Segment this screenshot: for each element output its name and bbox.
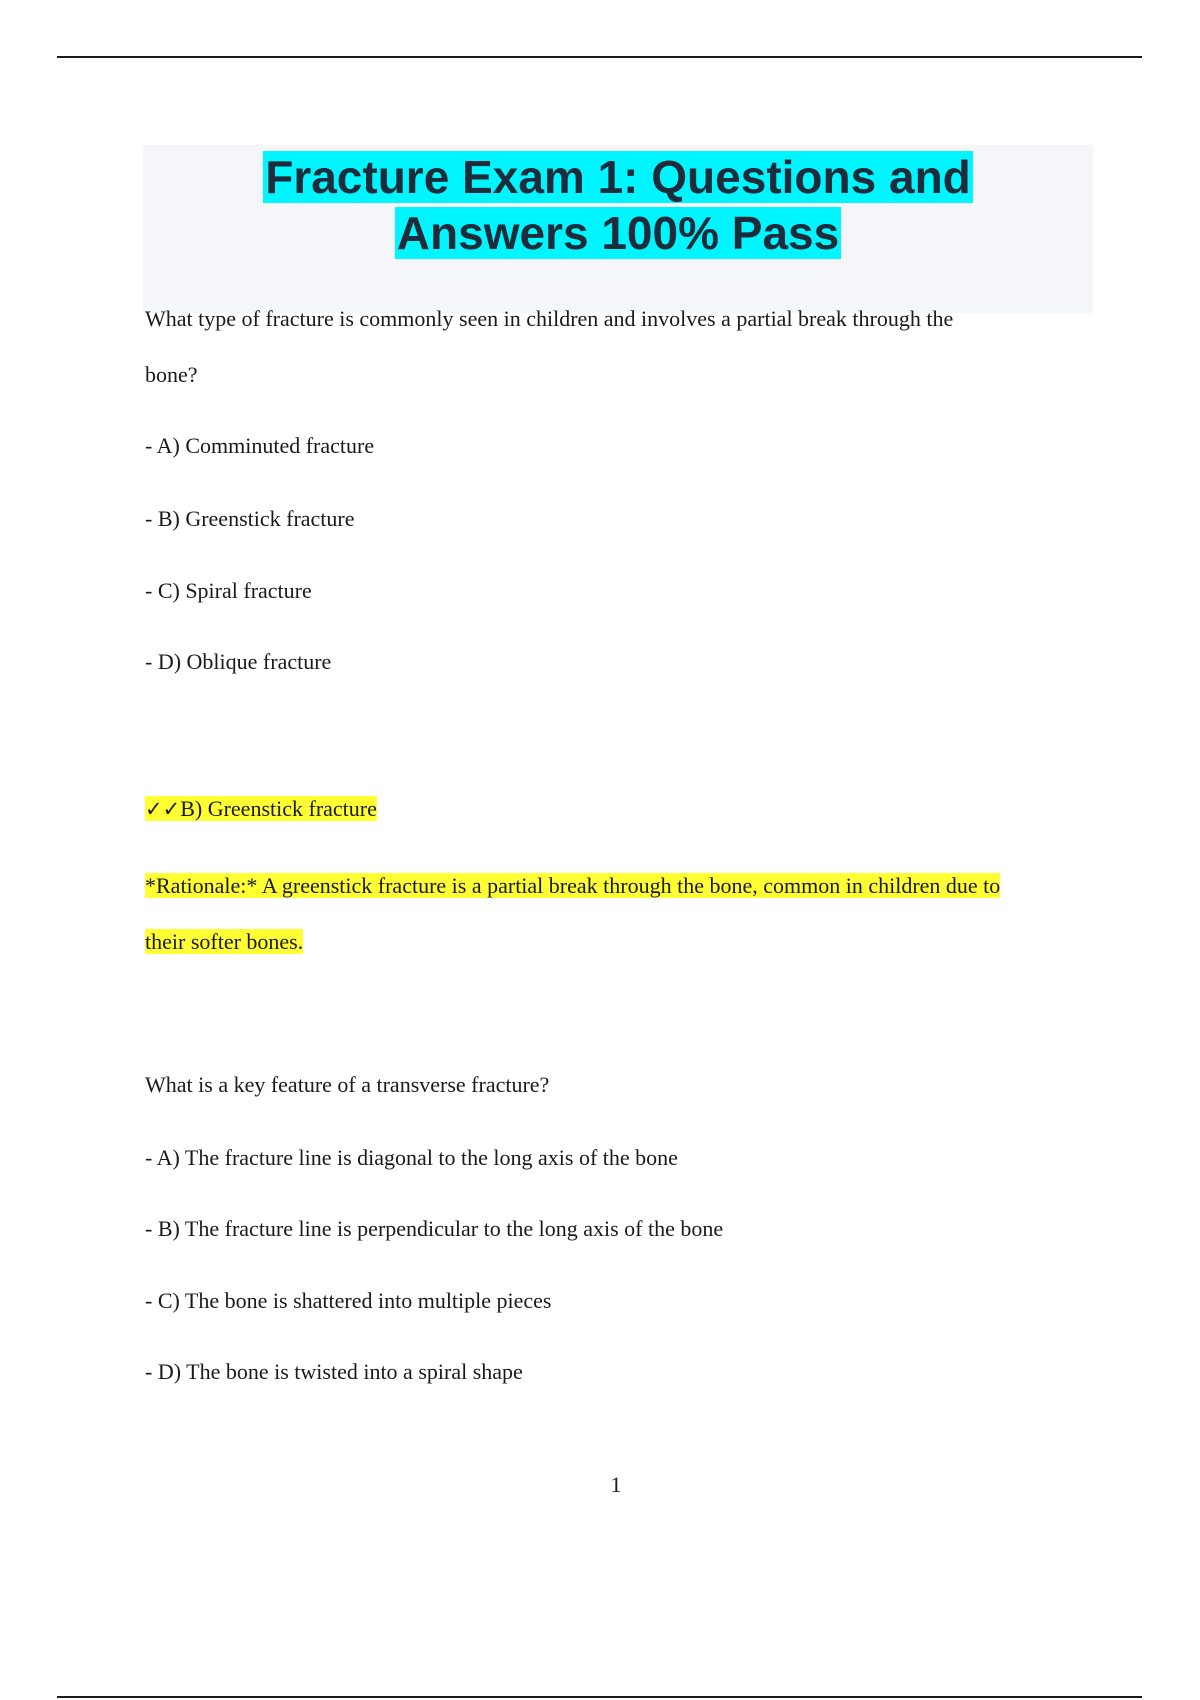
question-1-text-line-1: What type of fracture is commonly seen in children and involves a partial break through the xyxy=(145,306,954,331)
question-1-option-a: - A) Comminuted fracture xyxy=(145,433,375,458)
question-2-option-d: - D) The bone is twisted into a spiral shape xyxy=(145,1359,523,1384)
bottom-rule xyxy=(57,1696,1142,1698)
question-2-option-c: - C) The bone is shattered into multiple pieces xyxy=(145,1288,552,1313)
question-2-option-a: - A) The fracture line is diagonal to the long axis of the bone xyxy=(145,1145,678,1170)
question-1-rationale-line-2 xyxy=(145,928,303,956)
document-title xyxy=(143,145,1093,261)
question-1-option-c: - C) Spiral fracture xyxy=(145,578,312,603)
question-1-rationale-text-2: their softer bones. xyxy=(145,929,304,954)
title-line-1: Fracture Exam 1: Questions and xyxy=(265,151,971,203)
title-line-2: Answers 100% Pass xyxy=(396,207,840,259)
question-1-answer-text: B) Greenstick fracture xyxy=(180,796,377,821)
question-1-answer xyxy=(145,795,377,823)
question-1-option-d: - D) Oblique fracture xyxy=(145,649,332,674)
question-1-text-line-2: bone? xyxy=(145,362,198,387)
page-number: 1 xyxy=(610,1472,622,1497)
question-1-rationale-text-1: *Rationale:* A greenstick fracture is a partial break through the bone, common in children due to xyxy=(145,873,1001,898)
question-1-option-b: - B) Greenstick fracture xyxy=(145,506,355,531)
question-2-text-line-1: What is a key feature of a transverse fracture? xyxy=(145,1072,550,1097)
question-1-rationale-line-1 xyxy=(145,872,1000,900)
question-2-option-b: - B) The fracture line is perpendicular to the long axis of the bone xyxy=(145,1216,724,1241)
top-rule xyxy=(57,56,1142,58)
double-checkmark-icon: ✓✓ xyxy=(145,797,181,821)
title-banner xyxy=(143,145,1093,313)
